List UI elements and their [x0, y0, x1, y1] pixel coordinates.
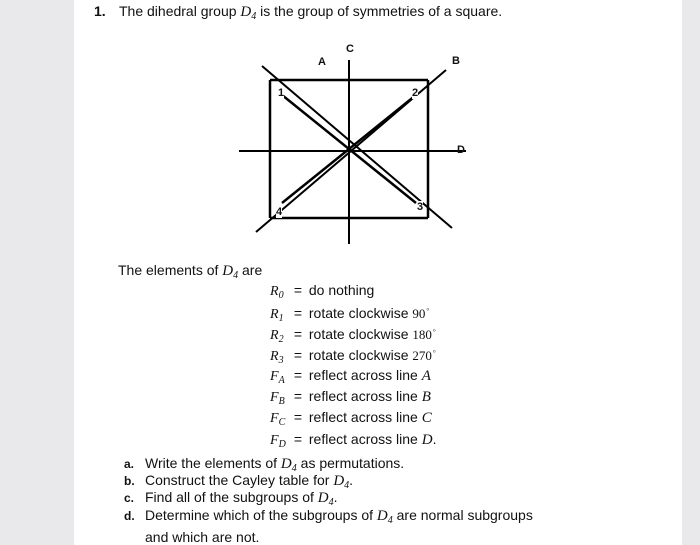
- question-b: b. Construct the Cayley table for $D_4$.: [124, 472, 354, 491]
- element-r3: $R_3$ = rotate clockwise 270°: [270, 347, 436, 366]
- problem-number: 1.: [94, 3, 106, 19]
- vertex-label-4: 4: [276, 206, 283, 218]
- problem-title: [94, 3, 502, 22]
- title-text-before: The dihedral group: [119, 3, 241, 19]
- title-text-after: is the group of symmetries of a square.: [256, 3, 503, 19]
- element-fc: $F_C$ = reflect across line C: [270, 409, 432, 428]
- element-fb: $F_B$ = reflect across line B: [270, 388, 431, 407]
- element-r0: $R_0$ = do nothing: [270, 282, 375, 301]
- intro-symbol: $D_4$: [222, 263, 239, 281]
- line-label-a: A: [318, 56, 326, 68]
- square-symmetry-figure: [234, 42, 484, 252]
- right-margin: [682, 0, 700, 545]
- element-r1: $R_1$ = rotate clockwise 90°: [270, 305, 430, 324]
- question-c: c. Find all of the subgroups of $D_4$.: [124, 489, 338, 508]
- element-r2: $R_2$ = rotate clockwise 180°: [270, 326, 436, 345]
- document-page: [74, 0, 682, 545]
- line-label-c: C: [346, 43, 354, 55]
- left-margin: [0, 0, 74, 545]
- line-label-b: B: [452, 55, 460, 67]
- vertex-label-1: 1: [278, 87, 285, 99]
- square-diagram: [234, 42, 484, 252]
- elements-intro: The elements of $D_4$ are: [118, 262, 263, 281]
- element-fd: $F_D$ = reflect across line D.: [270, 431, 437, 450]
- line-label-d: D: [457, 144, 465, 156]
- title-symbol: $D_4$: [240, 4, 257, 22]
- question-d: d. Determine which of the subgroups of $D_4$ are normal subgroups and which are not.: [124, 507, 533, 545]
- vertex-label-3: 3: [417, 201, 424, 213]
- question-a: a. Write the elements of $D_4$ as permutations.: [124, 455, 405, 474]
- vertex-label-2: 2: [412, 87, 419, 99]
- element-fa: $F_A$ = reflect across line A: [270, 367, 431, 386]
